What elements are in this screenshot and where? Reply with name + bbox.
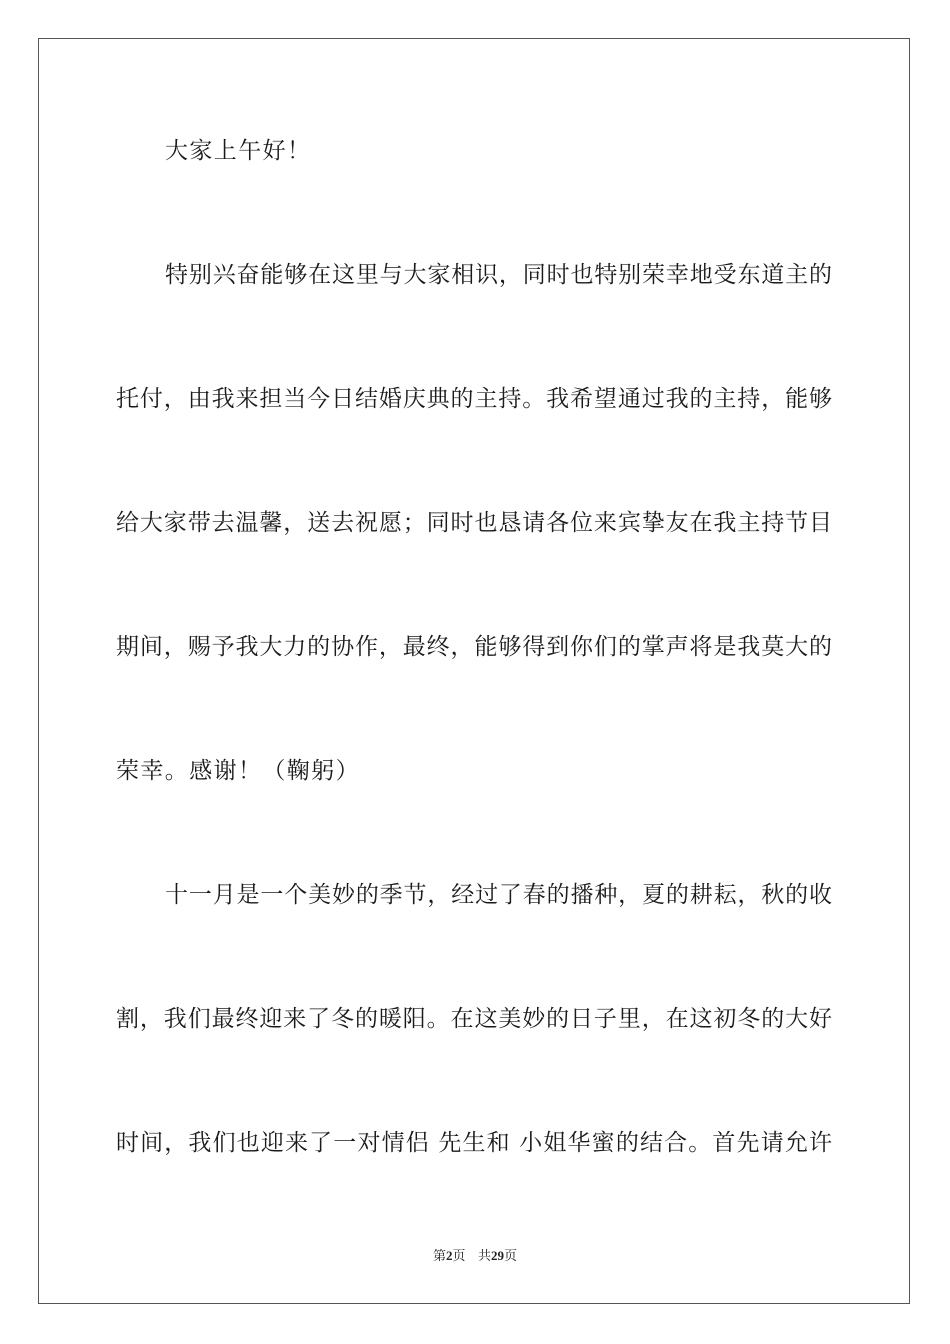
page-prefix: 第 bbox=[433, 1249, 447, 1264]
total-suffix: 页 bbox=[503, 1249, 517, 1264]
total-page-count: 29 bbox=[490, 1248, 504, 1263]
paragraph-2-line-1: 十一月是一个美妙的季节，经过了春的播种，夏的耕耘，秋的收 bbox=[165, 882, 832, 908]
paragraph-1-line-2: 托付，由我来担当今日结婚庆典的主持。我希望通过我的主持，能够 bbox=[116, 386, 832, 412]
paragraph-1-line-4: 期间，赐予我大力的协作，最终，能够得到你们的掌声将是我莫大的 bbox=[116, 634, 832, 660]
paragraph-2-line-3: 时间，我们也迎来了一对情侣 先生和 小姐华蜜的结合。首先请允许 bbox=[116, 1130, 832, 1156]
paragraph-2-line-2: 割，我们最终迎来了冬的暖阳。在这美妙的日子里，在这初冬的大好 bbox=[116, 1006, 832, 1032]
paragraph-1-line-1: 特别兴奋能够在这里与大家相识，同时也特别荣幸地受东道主的 bbox=[165, 262, 832, 288]
page-suffix: 页 bbox=[452, 1249, 466, 1264]
paragraph-1-line-5: 荣幸。感谢！（鞠躬） bbox=[116, 758, 360, 784]
current-page-number: 2 bbox=[446, 1248, 453, 1263]
page-border bbox=[38, 38, 910, 1304]
page-number-footer bbox=[0, 1247, 950, 1266]
paragraph-1-line-3: 给大家带去温馨，送去祝愿；同时也恳请各位来宾挚友在我主持节目 bbox=[116, 510, 832, 536]
total-prefix: 共 bbox=[477, 1249, 491, 1264]
greeting-line: 大家上午好！ bbox=[165, 138, 312, 164]
